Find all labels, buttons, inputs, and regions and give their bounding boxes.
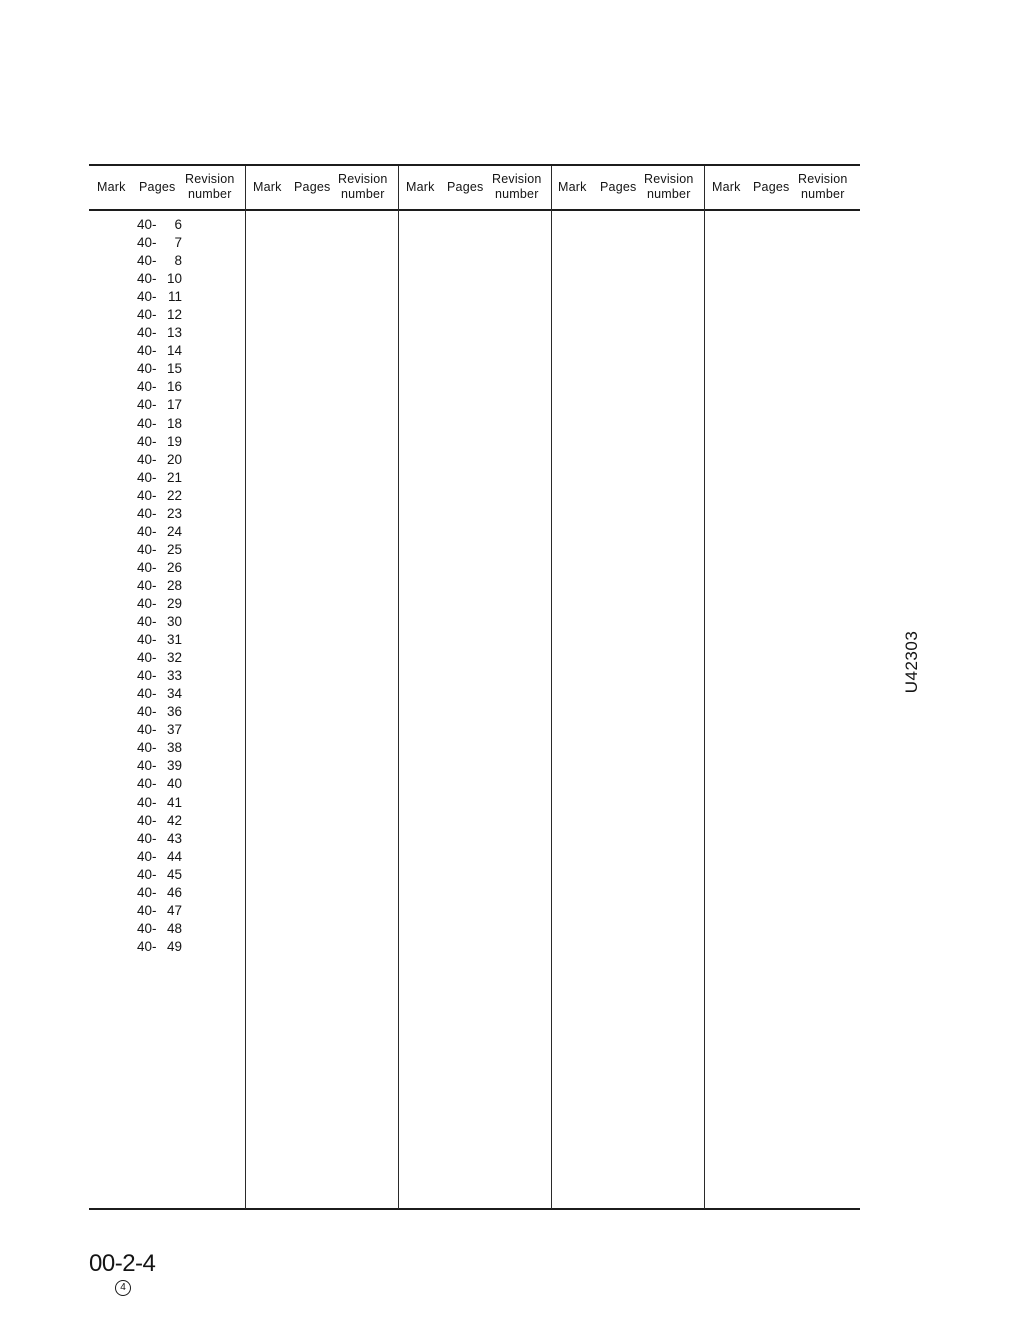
list-item: 40- 42: [137, 812, 182, 828]
list-item: 40- 45: [137, 866, 182, 882]
column-divider: [398, 166, 399, 1209]
list-item: 40- 20: [137, 451, 182, 467]
list-item: 40- 11: [137, 289, 182, 305]
list-item: 40- 32: [137, 650, 182, 666]
table-bottom-rule: [89, 1208, 860, 1210]
list-item: 40- 34: [137, 686, 182, 702]
mark-header: Mark: [558, 180, 587, 194]
list-item: 40- 18: [137, 415, 182, 431]
list-item: 40- 49: [137, 938, 182, 954]
table-header-rule: [89, 209, 860, 211]
list-item: 40- 8: [137, 253, 182, 269]
list-item: 40- 16: [137, 379, 182, 395]
list-item: 40- 46: [137, 884, 182, 900]
document-code: U42303: [902, 630, 921, 694]
page-number: 00-2-4: [89, 1250, 156, 1277]
list-item: 40- 39: [137, 758, 182, 774]
mark-header: Mark: [253, 180, 282, 194]
list-item: 40- 26: [137, 559, 182, 575]
column-divider: [551, 166, 552, 1209]
revision-number-header: Revision number: [798, 172, 848, 201]
list-item: 40- 22: [137, 487, 182, 503]
column-header-group: [704, 166, 860, 209]
revision-number-header: Revision number: [338, 172, 388, 201]
pages-header: Pages: [294, 180, 331, 194]
column-divider: [245, 166, 246, 1209]
revision-number-header: Revision number: [492, 172, 542, 201]
list-item: 40- 17: [137, 397, 182, 413]
revision-number-header: Revision number: [185, 172, 235, 201]
list-item: 40- 40: [137, 776, 182, 792]
list-item: 40- 19: [137, 433, 182, 449]
list-item: 40- 43: [137, 830, 182, 846]
pages-header: Pages: [600, 180, 637, 194]
page-list: [137, 216, 182, 956]
list-item: 40- 47: [137, 902, 182, 918]
list-item: 40- 14: [137, 343, 182, 359]
list-item: 40- 44: [137, 848, 182, 864]
pages-header: Pages: [753, 180, 790, 194]
list-item: 40- 31: [137, 632, 182, 648]
list-item: 40- 33: [137, 668, 182, 684]
list-item: 40- 38: [137, 740, 182, 756]
list-item: 40- 28: [137, 577, 182, 593]
mark-header: Mark: [712, 180, 741, 194]
pages-header: Pages: [139, 180, 176, 194]
list-item: 40- 41: [137, 794, 182, 810]
list-item: 40- 24: [137, 523, 182, 539]
list-item: 40- 15: [137, 361, 182, 377]
column-header-group: [551, 166, 704, 209]
list-item: 40- 37: [137, 722, 182, 738]
list-item: 40- 48: [137, 920, 182, 936]
list-item: 40- 25: [137, 541, 182, 557]
list-item: 40- 12: [137, 307, 182, 323]
column-header-group: [245, 166, 398, 209]
mark-header: Mark: [406, 180, 435, 194]
mark-header: Mark: [97, 180, 126, 194]
list-item: 40- 7: [137, 235, 182, 251]
list-item: 40- 10: [137, 271, 182, 287]
revision-number-header: Revision number: [644, 172, 694, 201]
list-item: 40- 23: [137, 505, 182, 521]
list-item: 40- 29: [137, 595, 182, 611]
list-item: 40- 6: [137, 217, 182, 232]
column-header-group: [398, 166, 551, 209]
list-item: 40- 21: [137, 469, 182, 485]
list-item: 40- 36: [137, 704, 182, 720]
list-item: 40- 13: [137, 325, 182, 341]
column-header-group: [89, 166, 245, 209]
list-item: 40- 30: [137, 614, 182, 630]
column-divider: [704, 166, 705, 1209]
pages-header: Pages: [447, 180, 484, 194]
revision-circle-mark: 4: [115, 1280, 131, 1296]
